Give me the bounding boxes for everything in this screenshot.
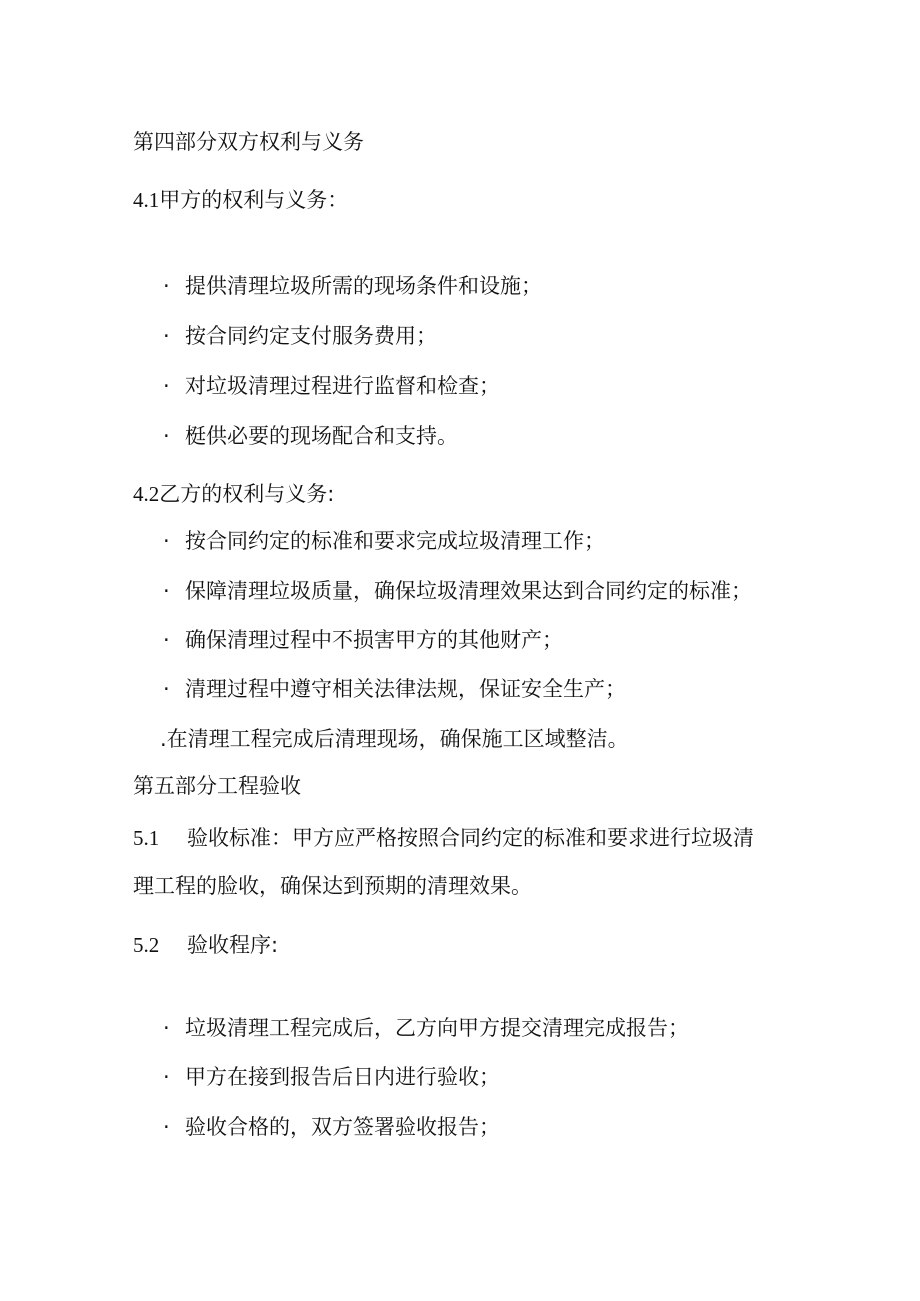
subsection-5-1-number: 5.1 <box>133 826 160 850</box>
list-item <box>163 528 605 554</box>
list-item-text: 按合同约定支付服务费用； <box>185 324 437 348</box>
bullet-icon: · <box>163 274 170 298</box>
list-item <box>163 1015 689 1041</box>
list-item <box>163 676 626 702</box>
list-item <box>163 578 752 604</box>
list-item <box>163 423 458 449</box>
subsection-4-2-label: 乙方的权利与义务: <box>159 482 335 506</box>
subsection-5-1-text: 验收标准：甲方应严格按照合同约定的标准和要求进行垃圾清 <box>187 826 754 850</box>
list-item-text: 保障清理垃圾质量，确保垃圾清理效果达到合同约定的标准； <box>185 579 752 603</box>
subsection-4-1-title <box>133 187 348 213</box>
list-item-text: 垃圾清理工程完成后，乙方向甲方提交清理完成报告； <box>185 1016 689 1040</box>
subsection-5-2-label: 验收程序: <box>187 933 279 957</box>
bullet-icon: · <box>163 677 170 701</box>
list-item-text: 验收合格的，双方签署验收报告； <box>185 1115 500 1139</box>
bullet-icon: · <box>163 529 170 553</box>
list-item-text: 对垃圾清理过程进行监督和检查； <box>185 374 500 398</box>
list-item-text: 提供清理垃圾所需的现场条件和设施； <box>185 274 542 298</box>
list-item <box>163 1064 500 1090</box>
bullet-icon: · <box>163 1016 170 1040</box>
list-item-text: 梃供必要的现场配合和支持。 <box>185 424 458 448</box>
subsection-5-1 <box>133 825 754 851</box>
list-item-text: 清理过程中遵守相关法律法规，保证安全生产； <box>185 677 626 701</box>
bullet-icon: · <box>163 579 170 603</box>
subsection-5-2-number: 5.2 <box>133 933 160 957</box>
bullet-icon: · <box>163 1115 170 1139</box>
list-item: .在清理工程完成后清理现场，确保施工区域整洁。 <box>160 727 629 751</box>
subsection-4-1-number: 4.1 <box>133 188 160 212</box>
bullet-icon: · <box>163 374 170 398</box>
subsection-5-1-continued: 理工程的脸收，确保达到预期的清理效果。 <box>133 874 532 898</box>
list-item <box>163 1114 500 1140</box>
subsection-4-1-label: 甲方的权利与义务： <box>159 188 349 212</box>
section4-heading: 第四部分双方权利与义务 <box>133 130 364 154</box>
list-item <box>163 373 500 399</box>
bullet-icon: · <box>163 628 170 652</box>
bullet-icon: · <box>163 324 170 348</box>
subsection-5-2-title <box>133 932 278 958</box>
list-item <box>163 273 542 299</box>
bullet-icon: · <box>163 424 170 448</box>
subsection-4-2-number: 4.2 <box>133 482 160 506</box>
list-item-text: 按合同约定的标准和要求完成垃圾清理工作； <box>185 529 605 553</box>
list-item <box>163 627 563 653</box>
list-item-text: 确保清理过程中不损害甲方的其他财产； <box>185 628 563 652</box>
section5-heading: 第五部分工程验收 <box>133 774 301 798</box>
list-item-text: 甲方在接到报告后日内进行验收； <box>185 1065 500 1089</box>
list-item <box>163 323 437 349</box>
bullet-icon: · <box>163 1065 170 1089</box>
subsection-4-2-title <box>133 481 334 507</box>
